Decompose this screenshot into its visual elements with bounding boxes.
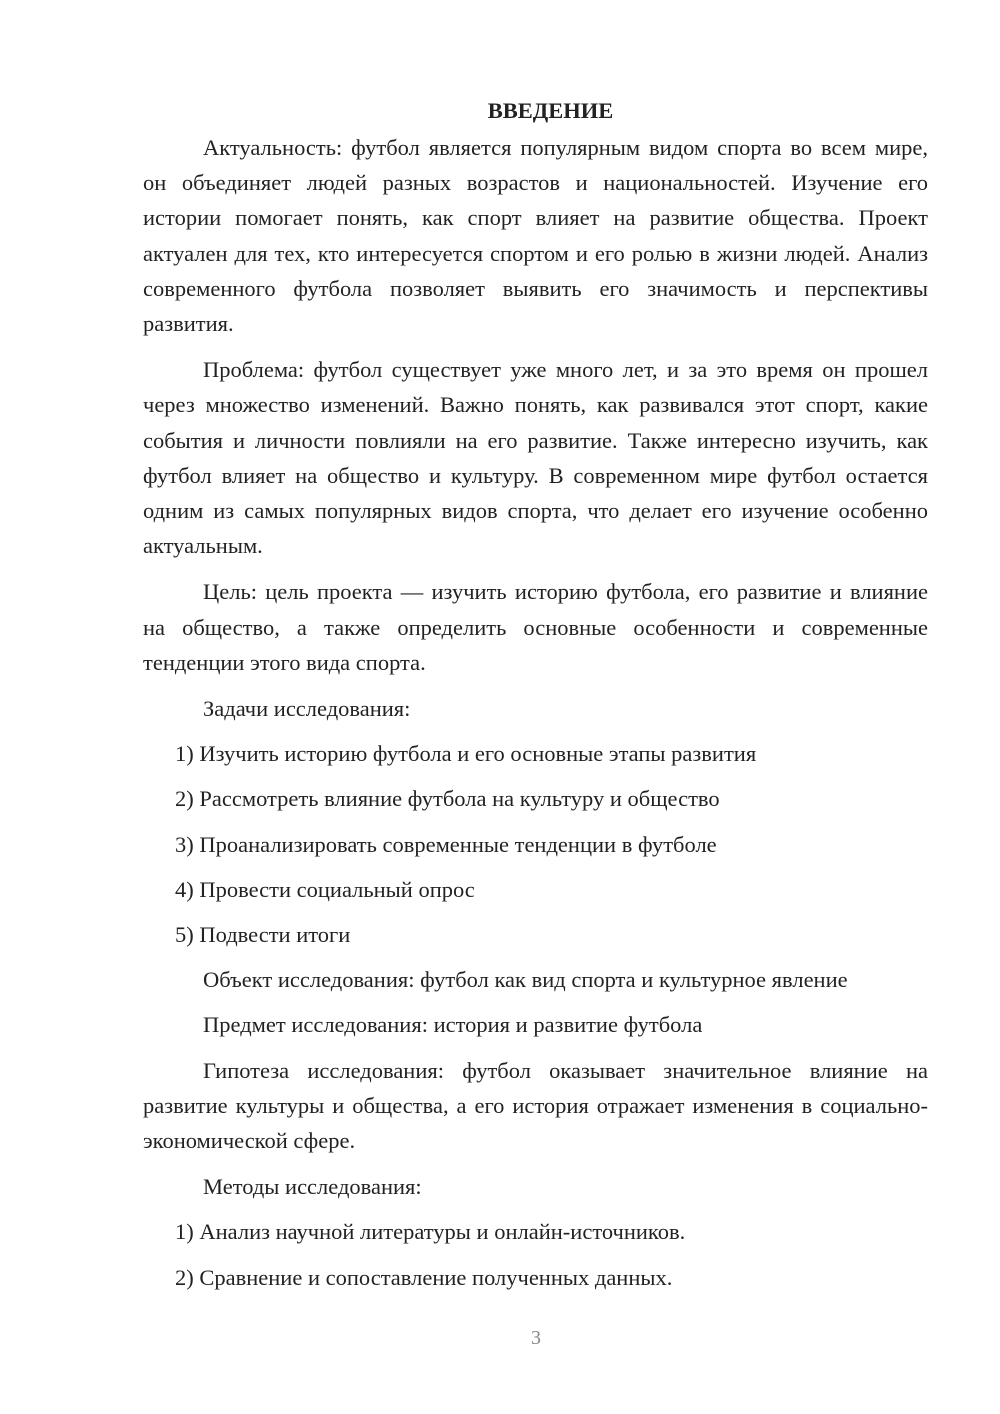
task-item: 5) Подвести итоги — [175, 922, 351, 948]
document-page — [143, 92, 928, 1305]
task-item: 1) Изучить историю футбола и его основные этапы развития — [175, 741, 757, 767]
task-item: 2) Рассмотреть влияние футбола на культуру и общество — [175, 786, 720, 812]
hypothesis-paragraph: Гипотеза исследования: футбол оказывает значительное влияние на развитие культуры и общества, а его история отражает изменения в социально-экономической сфере. — [143, 1057, 928, 1154]
methods-heading: Методы исследования: — [203, 1174, 422, 1200]
relevance-paragraph: Актуальность: футбол является популярным видом спорта во всем мире, он объединяет людей разных возрастов и национальностей. Изучение его истории помогает понять, как спорт влияет на развитие общества. Проект актуален для тех, кто интересуется спортом и его ролью в жизни людей. Анализ современного футбола позволяет выявить его значимость и перспективы развития. — [143, 135, 928, 337]
problem-paragraph: Проблема: футбол существует уже много лет, и за это время он прошел через множество изменений. Важно понять, как развивался этот спорт, какие события и личности повлияли на его развитие. Также интересно изучить, как футбол влияет на общество и культуру. В современном мире футбол остается одним из самых популярных видов спорта, что делает его изучение особенно актуальным. — [143, 357, 928, 559]
method-item: 2) Сравнение и сопоставление полученных данных. — [175, 1264, 673, 1290]
section-title: ВВЕДЕНИЕ — [487, 98, 614, 123]
page-number: 3 — [531, 1327, 541, 1349]
subject-line: Предмет исследования: история и развитие футбола — [203, 1012, 703, 1038]
object-line: Объект исследования: футбол как вид спорта и культурное явление — [203, 967, 848, 993]
tasks-heading: Задачи исследования: — [203, 696, 411, 722]
task-item: 4) Провести социальный опрос — [175, 876, 475, 902]
method-item: 1) Анализ научной литературы и онлайн-источников. — [175, 1219, 686, 1245]
task-item: 3) Проанализировать современные тенденции в футболе — [175, 831, 717, 857]
goal-paragraph: Цель: цель проекта — изучить историю футбола, его развитие и влияние на общество, а также определить основные особенности и современные тенденции этого вида спорта. — [143, 579, 928, 675]
